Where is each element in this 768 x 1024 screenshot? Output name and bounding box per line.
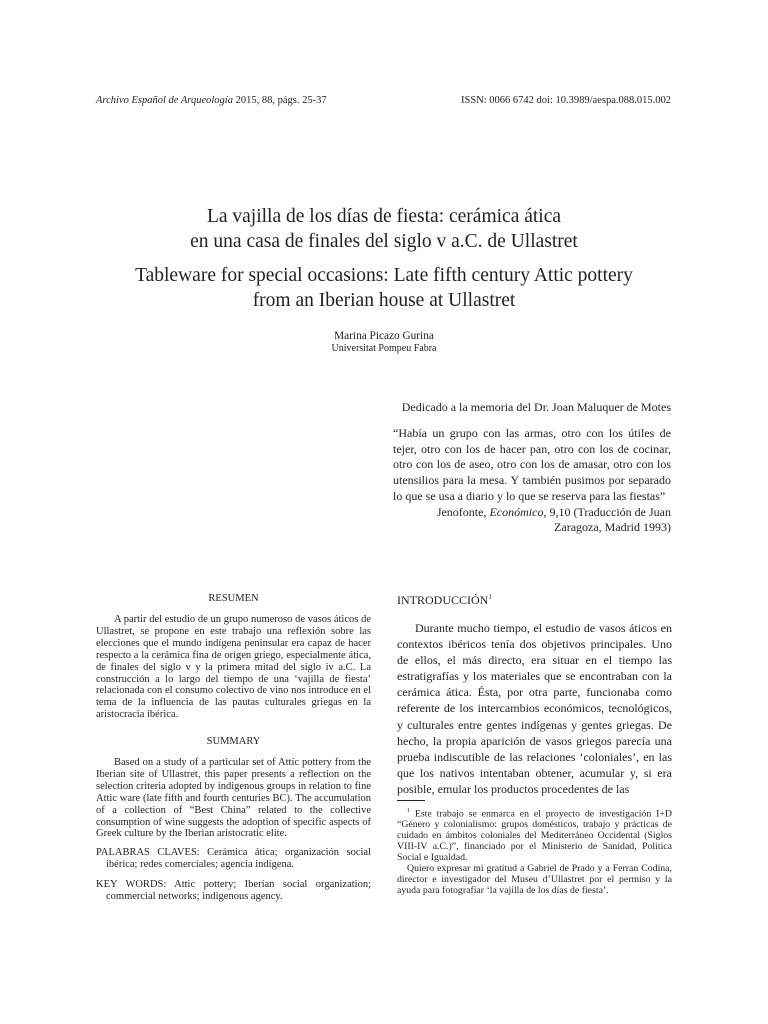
resumen-block — [96, 614, 371, 721]
title-english — [0, 263, 768, 313]
epigraph-work: Económico — [489, 504, 544, 519]
introduction-heading-text: INTRODUCCIÓN — [397, 593, 489, 607]
summary-text: Based on a study of a particular set of Attic pottery from the Iberian site of Ullastret, this paper presents a reflection on the selection criteria adopted by indigenous groups in relation to fine Attic ware (late fifth and fourth centuries BC). The accumulation of a collection of “Best China” related to the collective consumption of wine suggests the adoption of specific aspects of Greek culture by the Iberian aristocratic elite. — [96, 757, 371, 840]
footnote-mark: 1 — [407, 808, 410, 814]
footnote — [397, 806, 672, 897]
epigraph-author: Jenofonte, — [436, 504, 490, 519]
journal-name: Archivo Español de Arqueología — [96, 95, 233, 106]
title-english-line1: Tableware for special occasions: Late fifth century Attic pottery — [135, 265, 633, 286]
epigraph-source — [393, 505, 671, 536]
palabras-claves-block — [96, 847, 371, 871]
title-spanish — [0, 204, 768, 254]
resumen-heading: RESUMEN — [208, 593, 259, 604]
key-words: KEY WORDS: Attic pottery; Iberian social organization; commercial networks; indigenous agency. — [96, 879, 371, 902]
key-words-block — [96, 879, 371, 903]
summary-block — [96, 757, 371, 840]
footnote-paragraph-2: Quiero expresar mi gratitud a Gabriel de Prado y a Ferran Codina, director e investigador del Museu d’Ullastret por el permiso y la ayuda para fotografiar ‘la vajilla de los días de fiesta’. — [397, 862, 672, 896]
issn-doi: ISSN: 0066 6742 doi: 10.3989/aespa.088.015.002 — [461, 95, 671, 106]
epigraph — [393, 426, 671, 536]
resumen-text: A partir del estudio de un grupo numeroso de vasos áticos de Ullastret, se propone en este trabajo una reflexión sobre las elecciones que el mundo indígena peninsular era capaz de hacer respecto a la cerámica fina de origen griego, especialmente ática, de finales del siglo v y la primera mitad del siglo iv a.C. La construcción a lo largo del tiempo de una ‘vajilla de fiesta’ relacionada con el consumo colectivo de vino nos introduce en el tema de la influencia de las pautas culturales griegas en la aristocracia ibérica. — [96, 614, 371, 721]
footnote-ref: 1 — [488, 593, 492, 601]
epigraph-citation: , 9,10 (Traducción de Juan Zaragoza, Madrid 1993) — [543, 504, 671, 535]
author-name: Marina Picazo Gurina — [334, 330, 434, 342]
introduction-text: Durante mucho tiempo, el estudio de vasos áticos en contextos ibéricos tenía dos objetivos principales. Uno de ellos, el más directo, era situar en el tiempo las estratigrafías y los materiales que se encontraban con la cerámica ática. Ésta, por otra parte, funcionaba como referente de los intercambios económicos, tecnológicos, y culturales entre gentes indígenas y gentes griegas. De hecho, la propia aparición de vasos griegos parecía una prueba indiscutible de las relaciones ‘coloniales’, en las que los nativos intentaban obtener, acumular y, si era posible, emular los productos procedentes de las — [397, 621, 672, 796]
footnote-text-1: Este trabajo se enmarca en el proyecto de investigación I+D “Género y colonialismo: grupos domésticos, trabajo y prácticas de cuidado en ámbitos coloniales del Mediterráneo Occidental (Siglos VIII-IV a.C.)”, financiado por el Ministerio de Sanidad, Política Social e Igualdad. — [397, 808, 672, 863]
journal-details: 2015, 88, págs. 25-37 — [232, 95, 327, 106]
epigraph-text: “Había un grupo con las armas, otro con los útiles de tejer, otro con los de hacer pan, otro con los de cocinar, otro con los de aseo, otro con los de amasar, otro con los utensilios para la mesa. Y también pusimos por separado lo que se usa a diario y lo que se reserva para las fiestas” — [393, 426, 671, 503]
dedication: Dedicado a la memoria del Dr. Joan Maluquer de Motes — [401, 400, 671, 414]
introduction-heading — [397, 593, 672, 608]
summary-heading: SUMMARY — [206, 736, 261, 747]
title-spanish-line2: en una casa de finales del siglo v a.C. de Ullastret — [190, 231, 578, 252]
palabras-claves: PALABRAS CLAVES: Cerámica ática; organización social ibérica; redes comerciales; agencia indígena. — [96, 847, 371, 870]
author-affiliation: Universitat Pompeu Fabra — [331, 343, 437, 354]
journal-citation — [96, 95, 327, 106]
title-english-line2: from an Iberian house at Ullastret — [252, 290, 516, 311]
title-spanish-line1: La vajilla de los días de fiesta: cerámica ática — [206, 206, 562, 227]
footnote-paragraph-1 — [397, 806, 672, 864]
footnote-rule — [397, 800, 425, 801]
